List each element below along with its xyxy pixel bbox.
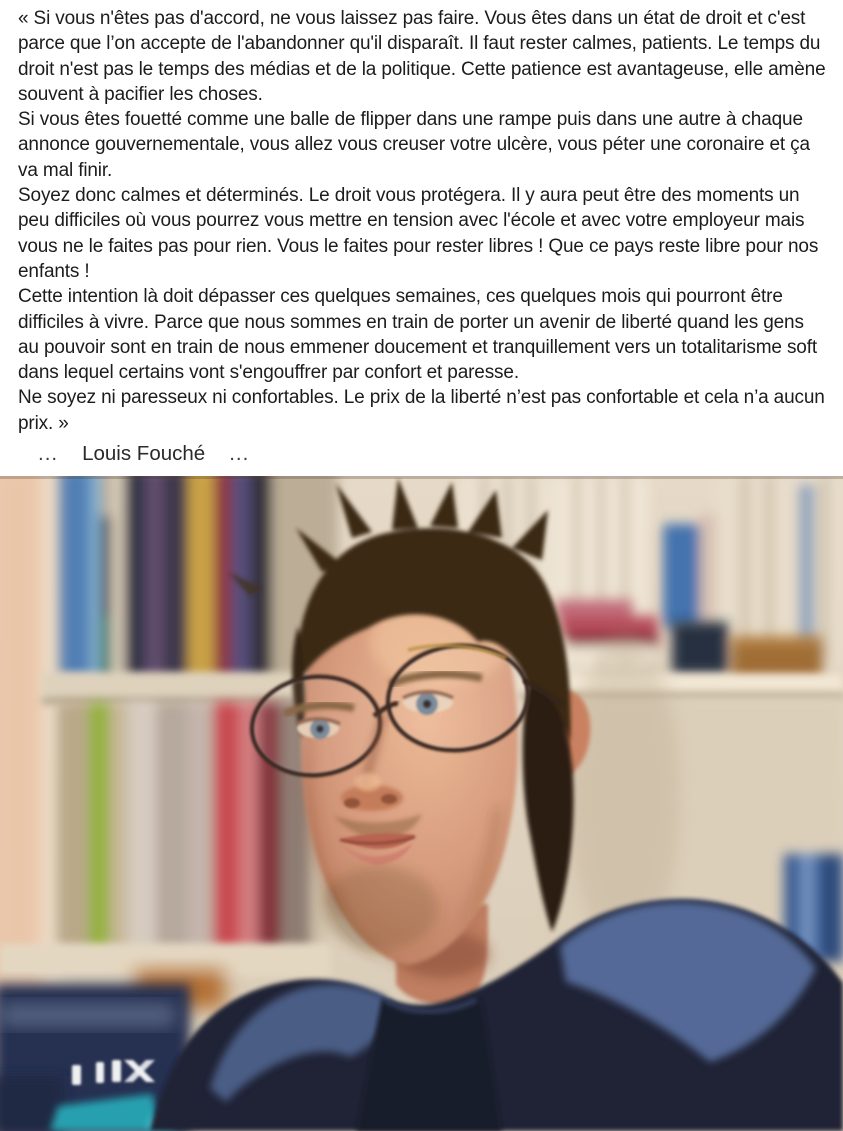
- attribution: [38, 442, 843, 466]
- attribution-author: Louis Fouché: [82, 442, 206, 466]
- post-text: [0, 0, 843, 436]
- attribution-dots-right: ...: [229, 442, 250, 466]
- post-paragraph: Soyez donc calmes et déterminés. Le droit vous protégera. Il y aura peut être des moments un peu difficiles où vous pourrez vous mettre en tension avec l'école et avec votre employeur mais vous ne le faites pas pour rien. Vous le faites pour rester libres ! Que ce pays reste libre pour nos enfants !: [18, 185, 819, 282]
- attribution-dots-left: ...: [38, 442, 59, 466]
- post-paragraph: Si vous êtes fouetté comme une balle de flipper dans une rampe puis dans une autre à chaque annonce gouvernementale, vous allez vous creuser votre ulcère, vous péter une coronaire et ça va mal finir.: [18, 109, 810, 181]
- photo-louis-fouche: [0, 476, 843, 1131]
- post-paragraph: Cette intention là doit dépasser ces quelques semaines, ces quelques mois qui pourront être difficiles à vivre. Parce que nous sommes en train de porter un avenir de liberté quand les gens au pouvoir sont en train de nous emmener doucement et tranquillement vers un totalitarisme soft dans lequel certains vont s'engouffrer par confort et paresse.: [18, 286, 817, 384]
- post-paragraph: « Si vous n'êtes pas d'accord, ne vous laissez pas faire. Vous êtes dans un état de droit et c'est parce que l’on accepte de l'abandonner qu'il disparaît. Il faut rester calmes, patients. Le temps du droit n'est pas le temps des médias et de la politique. Cette patience est avantageuse, elle amène souvent à pacifier les choses.: [18, 8, 826, 105]
- portrait-photo-illustration: [0, 476, 843, 1131]
- post-paragraph: Ne soyez ni paresseux ni confortables. Le prix de la liberté n’est pas confortable et cela n’a aucun prix. »: [18, 387, 825, 434]
